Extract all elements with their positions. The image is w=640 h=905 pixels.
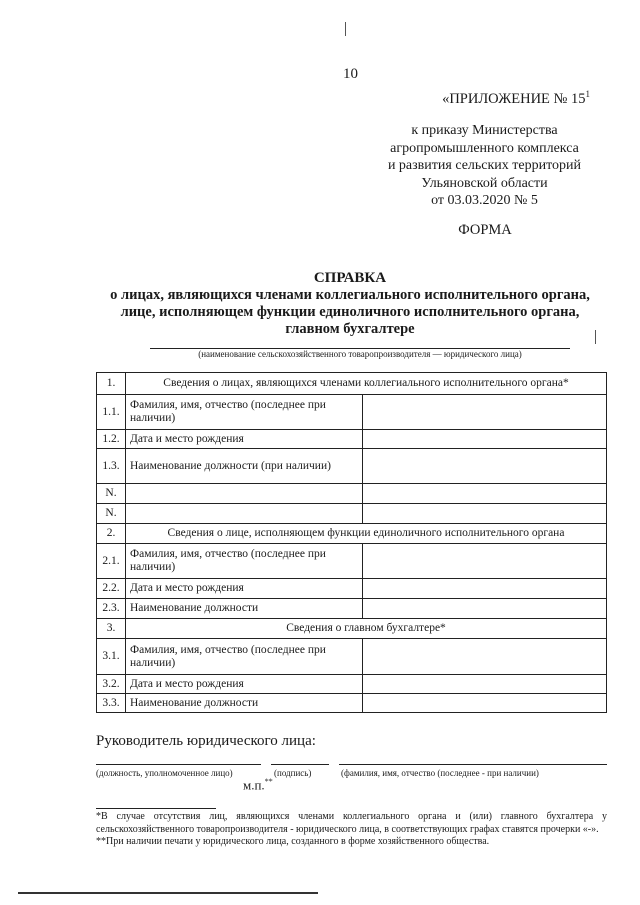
stamp-label: м.п.** — [243, 777, 273, 793]
row-number: 1.2. — [97, 430, 126, 449]
order-line: Ульяновской области — [421, 175, 548, 191]
table-row — [97, 694, 607, 713]
row-number: 1.1. — [97, 395, 126, 430]
table-section-row — [97, 524, 607, 544]
footnotes — [96, 811, 607, 849]
title-line: СПРАВКА — [313, 270, 387, 286]
full-name-line[interactable] — [339, 764, 607, 765]
row-label: Дата и место рождения — [126, 579, 363, 599]
position-caption: (должность, уполномоченное лицо) — [96, 768, 233, 778]
row-number: 3.1. — [97, 639, 126, 675]
order-line: агропромышленного комплекса — [390, 140, 579, 156]
table-row — [97, 484, 607, 504]
signature-caption: (подпись) — [274, 768, 312, 778]
row-value-cell[interactable] — [363, 484, 607, 504]
order-line: и развития сельских территорий — [387, 158, 582, 173]
row-number: 2.3. — [97, 599, 126, 619]
row-value-cell[interactable] — [363, 694, 607, 713]
appendix-superscript: 1 — [585, 89, 590, 99]
row-value-cell[interactable] — [363, 430, 607, 449]
row-label: Фамилия, имя, отчество (последнее при наличии) — [126, 395, 363, 430]
full-name-caption: (фамилия, имя, отчество (последнее - при наличии) — [341, 768, 539, 778]
row-number: 2.1. — [97, 544, 126, 579]
table-row — [97, 675, 607, 694]
signature-line[interactable] — [271, 764, 329, 765]
order-line: от 03.03.2020 № 5 — [431, 193, 538, 208]
table-row — [97, 639, 607, 675]
row-label[interactable] — [126, 504, 363, 524]
row-value-cell[interactable] — [363, 675, 607, 694]
table-row — [97, 430, 607, 449]
row-label: Дата и место рождения — [126, 430, 363, 449]
footnote-divider — [96, 808, 216, 809]
table-section-row — [97, 619, 607, 639]
table-row — [97, 449, 607, 484]
title-line: главном бухгалтере — [285, 321, 415, 337]
title-line: лице, исполняющем функции единоличного исполнительного органа, — [120, 304, 580, 320]
row-number: 3.2. — [97, 675, 126, 694]
row-value-cell[interactable] — [363, 504, 607, 524]
order-reference — [372, 122, 597, 210]
document-title — [90, 270, 610, 338]
scan-mark-top — [345, 22, 346, 36]
footnote-2: **При наличии печати у юридического лица, созданного в форме хозяйственного общества. — [96, 836, 490, 847]
appendix-label: «ПРИЛОЖЕНИЕ № $15^1$ — [442, 89, 590, 107]
row-value-cell[interactable] — [363, 639, 607, 675]
org-name-caption: (наименование сельскохозяйственного товаропроизводителя — юридического лица) — [198, 349, 522, 359]
table-row — [97, 544, 607, 579]
row-label: Фамилия, имя, отчество (последнее при наличии) — [126, 544, 363, 579]
footnote-1: *В случае отсутствия лиц, являющихся членами коллегиального органа и (или) главного бухгалтера у сельскохозяйственного товаропроизводителя - юридического лица, в соответствующих графах ставятся прочерки «-». — [96, 811, 607, 835]
row-number: 1. — [97, 373, 126, 395]
section-heading: Сведения о главном бухгалтере* — [126, 619, 607, 639]
row-number: 1.3. — [97, 449, 126, 484]
table-row — [97, 395, 607, 430]
table-row — [97, 579, 607, 599]
row-label: Наименование должности — [126, 694, 363, 713]
row-label: Наименование должности (при наличии) — [126, 449, 363, 484]
position-line[interactable] — [96, 764, 261, 765]
row-number: N. — [97, 504, 126, 524]
row-value-cell[interactable] — [363, 544, 607, 579]
row-value-cell[interactable] — [363, 449, 607, 484]
row-label[interactable] — [126, 484, 363, 504]
stamp-superscript: ** — [264, 777, 273, 786]
table-row — [97, 599, 607, 619]
section-heading: Сведения о лицах, являющихся членами коллегиального исполнительного органа* — [126, 373, 607, 395]
order-line: к приказу Министерства — [411, 123, 558, 138]
row-label: Дата и место рождения — [126, 675, 363, 694]
row-label: Фамилия, имя, отчество (последнее при наличии) — [126, 639, 363, 675]
form-label: ФОРМА — [458, 222, 512, 238]
table-section-row — [97, 373, 607, 395]
title-line: о лицах, являющихся членами коллегиального исполнительного органа, — [110, 287, 590, 303]
page-bottom-rule — [18, 892, 318, 894]
row-value-cell[interactable] — [363, 579, 607, 599]
row-number: 2. — [97, 524, 126, 544]
info-table — [96, 372, 607, 713]
row-label: Наименование должности — [126, 599, 363, 619]
head-signature-label: Руководитель юридического лица: — [96, 733, 316, 749]
table-row — [97, 504, 607, 524]
row-number: N. — [97, 484, 126, 504]
row-number: 3. — [97, 619, 126, 639]
row-number: 3.3. — [97, 694, 126, 713]
row-value-cell[interactable] — [363, 395, 607, 430]
section-heading: Сведения о лице, исполняющем функции единоличного исполнительного органа — [126, 524, 607, 544]
row-number: 2.2. — [97, 579, 126, 599]
row-value-cell[interactable] — [363, 599, 607, 619]
page-number: 10 — [343, 66, 358, 82]
